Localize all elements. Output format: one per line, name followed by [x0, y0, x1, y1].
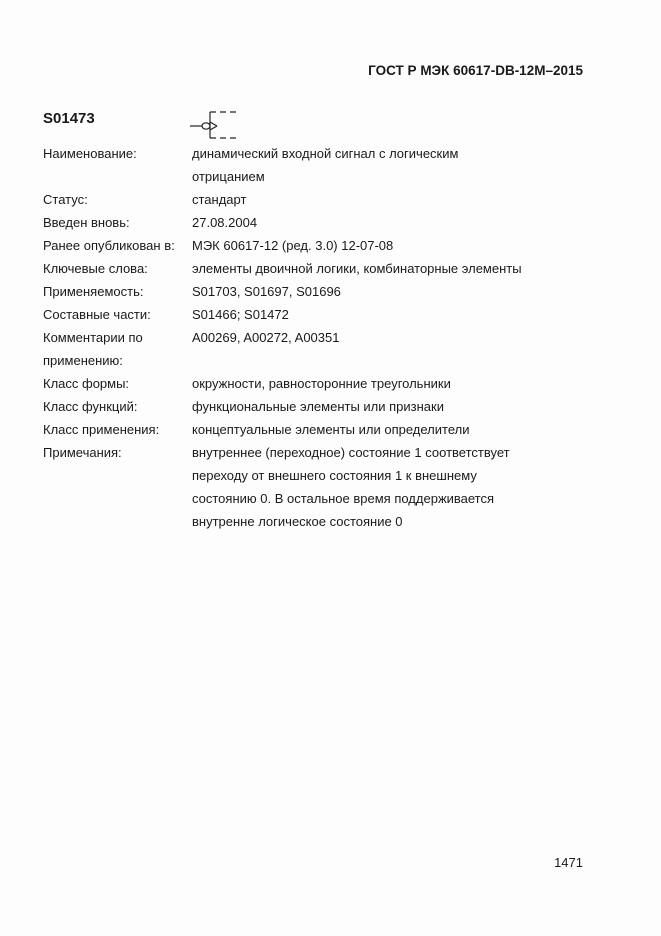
field-value: A00269, A00272, A00351 [192, 330, 340, 345]
field-value: концептуальные элементы или определители [192, 422, 470, 437]
field-row [43, 257, 603, 280]
field-value: отрицанием [192, 169, 265, 184]
field-label: Статус: [43, 192, 88, 207]
field-row [43, 441, 603, 533]
field-label: Применяемость: [43, 284, 144, 299]
field-value: состоянию 0. В остальное время поддерживается [192, 491, 495, 506]
attributes-table [43, 142, 603, 533]
field-value: внутреннее (переходное) состояние 1 соответствует [192, 445, 510, 460]
field-value: элементы двоичной логики, комбинаторные элементы [192, 261, 522, 276]
field-row [43, 211, 603, 234]
document-header: ГОСТ Р МЭК 60617-DB-12M–2015 [368, 63, 583, 78]
field-value: 27.08.2004 [192, 215, 258, 230]
field-label: Класс применения: [43, 422, 160, 437]
field-row [43, 188, 603, 211]
field-label: Класс функций: [43, 399, 138, 414]
field-row [43, 418, 603, 441]
page-number: 1471 [554, 855, 583, 870]
field-value: динамический входной сигнал с логическим [192, 146, 459, 161]
field-label: Ключевые слова: [43, 261, 148, 276]
field-row [43, 372, 603, 395]
field-label: Ранее опубликован в: [43, 238, 175, 253]
field-row [43, 395, 603, 418]
field-label: Введен вновь: [43, 215, 130, 230]
field-label: Комментарии по применению: [43, 330, 143, 368]
field-row [43, 234, 603, 257]
field-value: окружности, равносторонние треугольники [192, 376, 451, 391]
field-row [43, 326, 603, 372]
field-value: внутренне логическое состояние 0 [192, 514, 403, 529]
field-row [43, 280, 603, 303]
field-row [43, 142, 603, 188]
field-value: стандарт [192, 192, 247, 207]
field-label: Составные части: [43, 307, 151, 322]
field-row [43, 303, 603, 326]
dynamic-negated-input-symbol-icon [190, 108, 250, 140]
field-value: МЭК 60617-12 (ред. 3.0) 12-07-08 [192, 238, 394, 253]
field-label: Класс формы: [43, 376, 130, 391]
field-value: переходу от внешнего состояния 1 к внешнему [192, 468, 477, 483]
field-label: Наименование: [43, 146, 137, 161]
field-value: функциональные элементы или признаки [192, 399, 444, 414]
symbol-code: S01473 [43, 110, 95, 127]
field-label: Примечания: [43, 445, 122, 460]
field-value: S01466; S01472 [192, 307, 289, 322]
field-value: S01703, S01697, S01696 [192, 284, 341, 299]
